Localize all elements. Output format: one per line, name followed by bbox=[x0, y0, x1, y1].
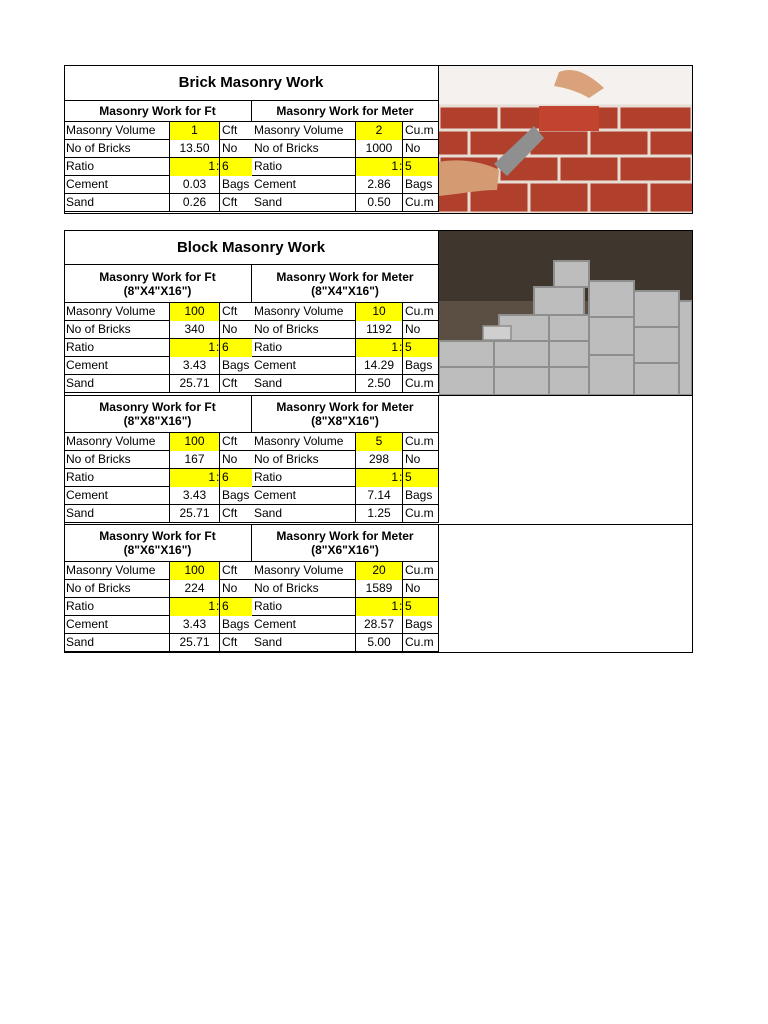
row-value: 25.71 bbox=[170, 634, 220, 652]
row-unit: Cu.m bbox=[403, 433, 439, 451]
ratio-second-value[interactable]: 6 bbox=[220, 158, 252, 176]
volume-input[interactable]: 10 bbox=[356, 303, 403, 321]
brick-title: Brick Masonry Work bbox=[64, 65, 439, 101]
row-value: 1192 bbox=[356, 321, 403, 339]
row-unit: No bbox=[403, 140, 439, 158]
row-value: 1589 bbox=[356, 580, 403, 598]
ratio-first-value[interactable]: 1 bbox=[170, 158, 216, 176]
ratio-second-value[interactable]: 6 bbox=[220, 339, 252, 357]
row-label: Ratio bbox=[252, 469, 356, 487]
row-unit: Cu.m bbox=[403, 562, 439, 580]
row-label: Ratio bbox=[64, 598, 170, 616]
block-meter-row bbox=[252, 357, 439, 375]
row-value: 224 bbox=[170, 580, 220, 598]
block-ft-row bbox=[64, 321, 252, 339]
brick-meter-row bbox=[252, 158, 439, 176]
volume-input[interactable]: 2 bbox=[356, 122, 403, 140]
header-line: Masonry Work for Ft bbox=[99, 528, 216, 543]
block-meter-header-3 bbox=[252, 524, 439, 562]
block-wall-image bbox=[439, 231, 692, 395]
block-meter-header-2 bbox=[252, 395, 439, 433]
block-meter-row bbox=[252, 580, 439, 598]
row-value: 340 bbox=[170, 321, 220, 339]
ratio-first-value[interactable]: 1 bbox=[356, 469, 399, 487]
row-label: Sand bbox=[64, 505, 170, 523]
header-line: (8"X6"X16") bbox=[123, 542, 192, 557]
row-label: Cement bbox=[64, 357, 170, 375]
row-label: Cement bbox=[252, 176, 356, 194]
row-value: 2.86 bbox=[356, 176, 403, 194]
ratio-second-value[interactable]: 5 bbox=[403, 158, 439, 176]
row-unit: Cft bbox=[222, 506, 238, 520]
block-ft-row bbox=[64, 580, 252, 598]
block-ft-row bbox=[64, 451, 252, 469]
block-meter-row bbox=[252, 321, 439, 339]
block-meter-row bbox=[252, 469, 439, 487]
row-unit: No bbox=[222, 141, 238, 155]
brick-ft-header-line1: Masonry Work for Ft bbox=[99, 104, 216, 118]
row-unit: Bags bbox=[222, 358, 250, 372]
brick-meter-row bbox=[252, 122, 439, 140]
row-label: Cement bbox=[64, 176, 170, 194]
row-label: Masonry Volume bbox=[64, 303, 170, 321]
block-ft-row bbox=[64, 505, 252, 523]
ratio-separator: : bbox=[216, 598, 220, 616]
ratio-first-value[interactable]: 1 bbox=[356, 158, 399, 176]
block-meter-row bbox=[252, 487, 439, 505]
header-line: Masonry Work for Meter bbox=[276, 269, 414, 284]
ratio-first-value[interactable]: 1 bbox=[170, 469, 216, 487]
ratio-separator: : bbox=[399, 158, 403, 176]
header-line: (8"X6"X16") bbox=[311, 542, 379, 557]
row-unit: Cu.m bbox=[403, 634, 439, 652]
row-value: 298 bbox=[356, 451, 403, 469]
row-unit: Cft bbox=[222, 635, 238, 649]
row-label: Masonry Volume bbox=[64, 122, 170, 140]
ratio-second-value[interactable]: 5 bbox=[403, 598, 439, 616]
block-ft-row bbox=[64, 469, 252, 487]
block-meter-row bbox=[252, 634, 439, 652]
block-ft-header-2 bbox=[64, 395, 252, 433]
row-label: Cement bbox=[64, 487, 170, 505]
header-line: (8"X8"X16") bbox=[311, 413, 379, 428]
row-value: 3.43 bbox=[170, 357, 220, 375]
block-ft-row bbox=[64, 487, 252, 505]
row-unit: Bags bbox=[222, 488, 250, 502]
ratio-separator: : bbox=[216, 158, 220, 176]
volume-input[interactable]: 100 bbox=[170, 562, 220, 580]
row-label: Sand bbox=[252, 194, 356, 212]
row-label: Ratio bbox=[252, 339, 356, 357]
row-label: Ratio bbox=[64, 339, 170, 357]
row-unit: No bbox=[403, 451, 439, 469]
row-value: 25.71 bbox=[170, 375, 220, 393]
block-meter-row bbox=[252, 375, 439, 393]
block-meter-row bbox=[252, 562, 439, 580]
row-label: Sand bbox=[64, 634, 170, 652]
volume-input[interactable]: 100 bbox=[170, 433, 220, 451]
row-value: 5.00 bbox=[356, 634, 403, 652]
row-value: 1000 bbox=[356, 140, 403, 158]
row-unit: No bbox=[403, 321, 439, 339]
row-unit: Cft bbox=[222, 376, 238, 390]
row-value: 14.29 bbox=[356, 357, 403, 375]
row-label: No of Bricks bbox=[64, 321, 170, 339]
block-ft-row bbox=[64, 357, 252, 375]
block-ft-row bbox=[64, 634, 252, 652]
ratio-first-value[interactable]: 1 bbox=[356, 598, 399, 616]
row-label: Masonry Volume bbox=[252, 122, 356, 140]
block-ft-row bbox=[64, 433, 252, 451]
row-label: Cement bbox=[252, 357, 356, 375]
ratio-separator: : bbox=[399, 469, 403, 487]
row-value: 0.26 bbox=[170, 194, 220, 212]
ratio-second-value[interactable]: 6 bbox=[220, 598, 252, 616]
brick-wall-image bbox=[439, 66, 692, 213]
block-meter-row bbox=[252, 598, 439, 616]
block-ft-row bbox=[64, 303, 252, 321]
block-ft-row bbox=[64, 562, 252, 580]
volume-input[interactable]: 20 bbox=[356, 562, 403, 580]
ratio-second-value[interactable]: 5 bbox=[403, 339, 439, 357]
header-line: (8"X4"X16") bbox=[311, 283, 379, 298]
row-value: 2.50 bbox=[356, 375, 403, 393]
volume-input[interactable]: 100 bbox=[170, 303, 220, 321]
header-line: (8"X8"X16") bbox=[123, 413, 192, 428]
row-unit: No bbox=[222, 581, 238, 595]
row-unit: No bbox=[222, 452, 238, 466]
brick-ft-row bbox=[64, 158, 252, 176]
block-meter-header-1 bbox=[252, 265, 439, 303]
row-label: Cement bbox=[64, 616, 170, 634]
row-label: No of Bricks bbox=[64, 140, 170, 158]
row-unit: Bags bbox=[222, 617, 250, 631]
brick-meter-header bbox=[252, 101, 439, 122]
row-label: Sand bbox=[64, 375, 170, 393]
row-unit: Cu.m bbox=[403, 194, 439, 212]
row-unit: Cft bbox=[222, 195, 238, 209]
row-unit: Bags bbox=[403, 176, 439, 194]
row-label: No of Bricks bbox=[252, 580, 356, 598]
block-ft-row bbox=[64, 616, 252, 634]
brick-meter-header-line1: Masonry Work for Meter bbox=[276, 104, 414, 118]
header-line: Masonry Work for Meter bbox=[276, 528, 414, 543]
row-value: 0.03 bbox=[170, 176, 220, 194]
row-label: No of Bricks bbox=[252, 321, 356, 339]
row-label: Masonry Volume bbox=[64, 433, 170, 451]
header-line: Masonry Work for Ft bbox=[99, 399, 216, 414]
row-value: 167 bbox=[170, 451, 220, 469]
block-ft-row bbox=[64, 375, 252, 393]
row-unit: Cu.m bbox=[403, 375, 439, 393]
volume-input[interactable]: 5 bbox=[356, 433, 403, 451]
row-unit: Cft bbox=[222, 304, 238, 318]
brick-wall-photo bbox=[439, 66, 692, 213]
row-label: Ratio bbox=[252, 598, 356, 616]
header-line: Masonry Work for Meter bbox=[276, 399, 414, 414]
ratio-first-value[interactable]: 1 bbox=[170, 598, 216, 616]
block-meter-row bbox=[252, 303, 439, 321]
row-label: Cement bbox=[252, 487, 356, 505]
ratio-first-value[interactable]: 1 bbox=[356, 339, 399, 357]
row-unit: Cft bbox=[222, 434, 238, 448]
block-meter-row bbox=[252, 339, 439, 357]
brick-ft-row bbox=[64, 140, 252, 158]
ratio-second-value[interactable]: 5 bbox=[403, 469, 439, 487]
block-meter-row bbox=[252, 451, 439, 469]
block-wall-photo bbox=[439, 231, 692, 396]
block-title: Block Masonry Work bbox=[64, 230, 439, 265]
volume-input[interactable]: 1 bbox=[170, 122, 220, 140]
block-ft-row bbox=[64, 598, 252, 616]
row-unit: Bags bbox=[403, 616, 439, 634]
ratio-separator: : bbox=[216, 339, 220, 357]
brick-meter-row bbox=[252, 140, 439, 158]
row-unit: No bbox=[403, 580, 439, 598]
row-label: Sand bbox=[64, 194, 170, 212]
row-label: Masonry Volume bbox=[252, 433, 356, 451]
block-ft-row bbox=[64, 339, 252, 357]
ratio-separator: : bbox=[216, 469, 220, 487]
row-value: 13.50 bbox=[170, 140, 220, 158]
header-line: Masonry Work for Ft bbox=[99, 269, 216, 284]
row-unit: Bags bbox=[222, 177, 250, 191]
ratio-separator: : bbox=[399, 598, 403, 616]
row-label: Sand bbox=[252, 505, 356, 523]
row-label: Sand bbox=[252, 634, 356, 652]
row-label: Ratio bbox=[64, 469, 170, 487]
row-unit: No bbox=[222, 322, 238, 336]
header-line: (8"X4"X16") bbox=[123, 283, 192, 298]
ratio-second-value[interactable]: 6 bbox=[220, 469, 252, 487]
row-unit: Cu.m bbox=[403, 505, 439, 523]
row-label: Sand bbox=[252, 375, 356, 393]
row-label: No of Bricks bbox=[252, 451, 356, 469]
row-label: Masonry Volume bbox=[252, 562, 356, 580]
row-unit: Cft bbox=[222, 123, 238, 137]
row-label: Ratio bbox=[64, 158, 170, 176]
row-unit: Bags bbox=[403, 487, 439, 505]
row-label: No of Bricks bbox=[252, 140, 356, 158]
row-value: 25.71 bbox=[170, 505, 220, 523]
row-label: Masonry Volume bbox=[64, 562, 170, 580]
row-label: Ratio bbox=[252, 158, 356, 176]
row-value: 3.43 bbox=[170, 616, 220, 634]
brick-ft-header bbox=[64, 101, 252, 122]
ratio-first-value[interactable]: 1 bbox=[170, 339, 216, 357]
row-value: 7.14 bbox=[356, 487, 403, 505]
row-value: 3.43 bbox=[170, 487, 220, 505]
brick-ft-row bbox=[64, 122, 252, 140]
row-unit: Cft bbox=[222, 563, 238, 577]
brick-ft-row bbox=[64, 194, 252, 212]
row-label: Cement bbox=[252, 616, 356, 634]
row-unit: Cu.m bbox=[403, 303, 439, 321]
brick-meter-row bbox=[252, 176, 439, 194]
brick-meter-row bbox=[252, 194, 439, 212]
row-unit: Cu.m bbox=[403, 122, 439, 140]
row-value: 1.25 bbox=[356, 505, 403, 523]
row-value: 0.50 bbox=[356, 194, 403, 212]
row-unit: Bags bbox=[403, 357, 439, 375]
block-meter-row bbox=[252, 616, 439, 634]
block-meter-row bbox=[252, 505, 439, 523]
block-ft-header-3 bbox=[64, 524, 252, 562]
row-label: No of Bricks bbox=[64, 451, 170, 469]
block-meter-row bbox=[252, 433, 439, 451]
block-ft-header-1 bbox=[64, 265, 252, 303]
ratio-separator: : bbox=[399, 339, 403, 357]
row-label: No of Bricks bbox=[64, 580, 170, 598]
row-value: 28.57 bbox=[356, 616, 403, 634]
brick-ft-row bbox=[64, 176, 252, 194]
row-label: Masonry Volume bbox=[252, 303, 356, 321]
